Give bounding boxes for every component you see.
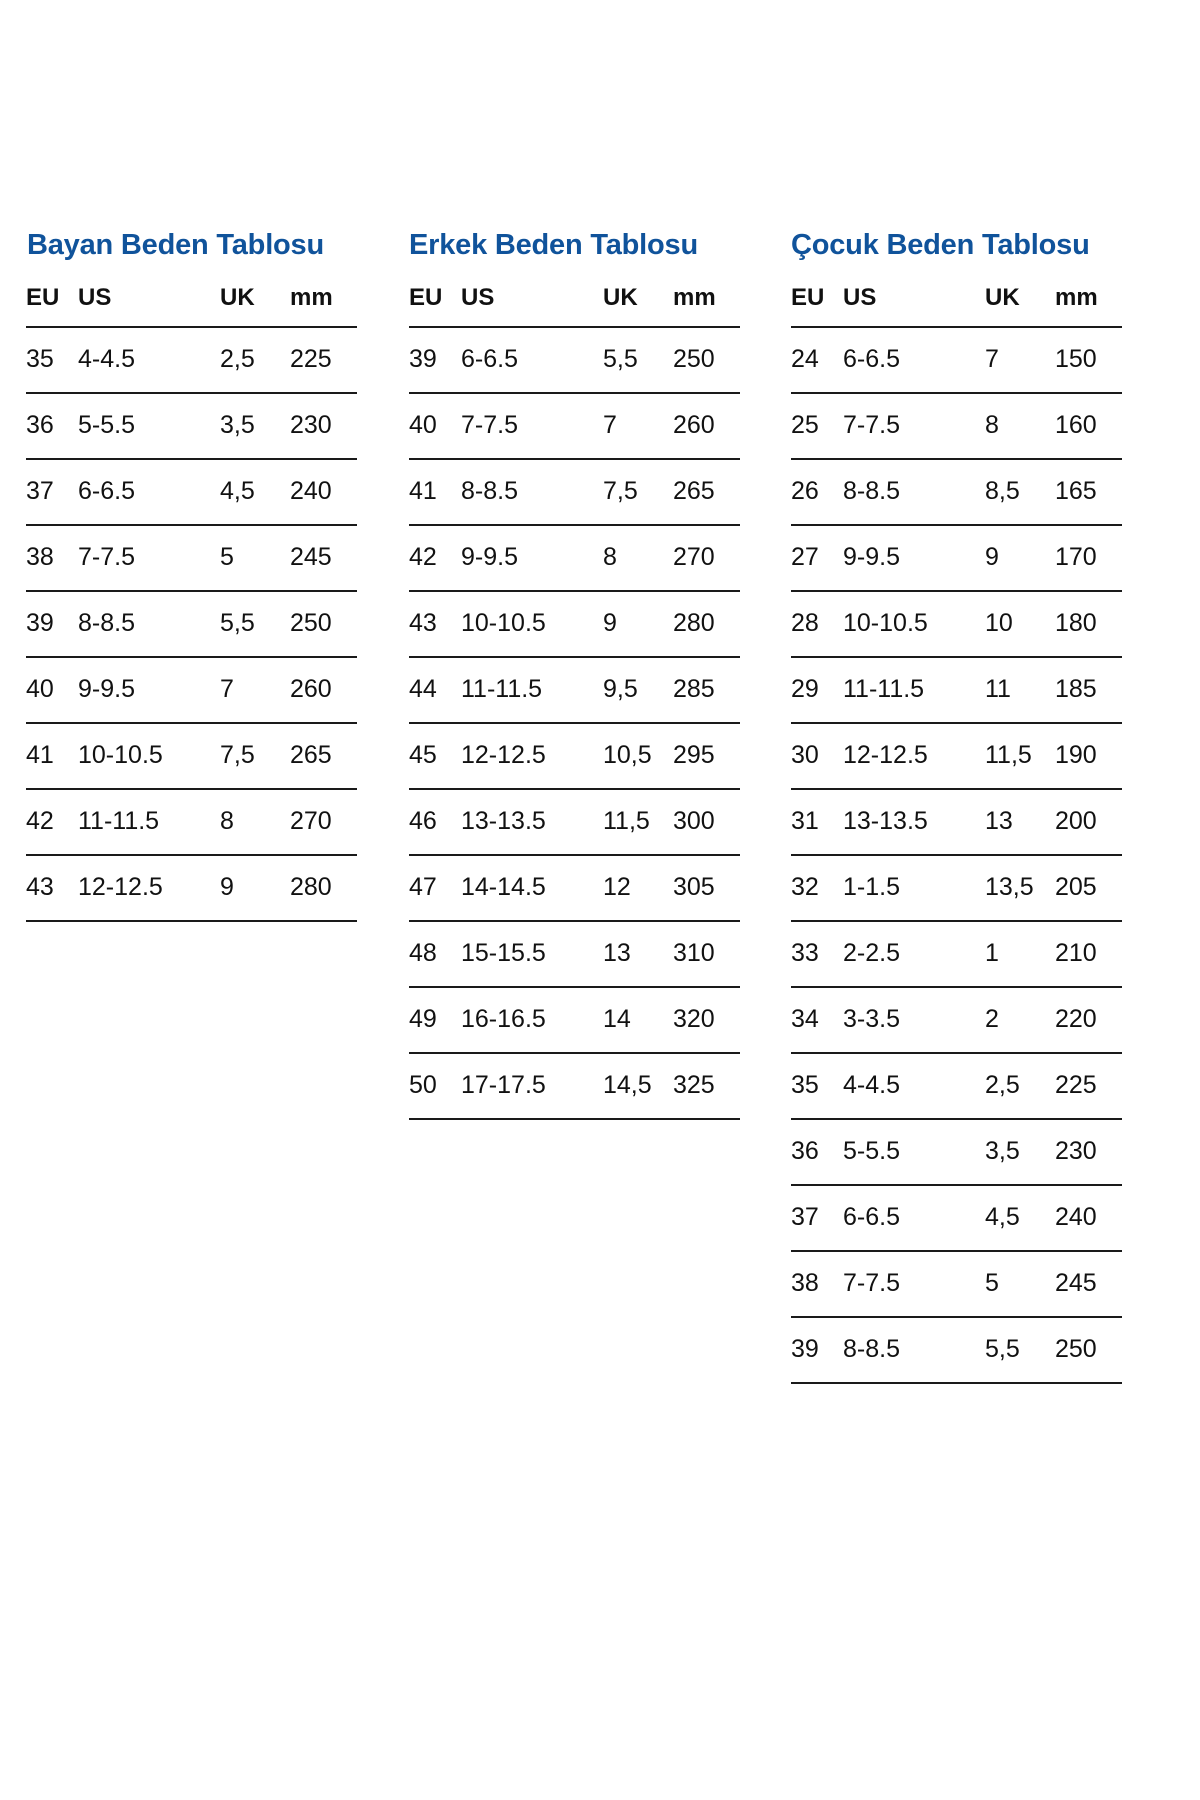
cell-uk: 14,5	[603, 1053, 673, 1119]
women-table-title: Bayan Beden Tablosu	[27, 229, 325, 261]
table-row	[26, 591, 357, 657]
cell-uk: 2,5	[985, 1053, 1055, 1119]
cell-eu: 28	[791, 591, 843, 657]
cell-eu: 32	[791, 855, 843, 921]
table-row	[26, 393, 357, 459]
cell-us: 4-4.5	[78, 327, 220, 393]
table-row	[26, 657, 357, 723]
cell-uk: 2	[985, 987, 1055, 1053]
cell-us: 12-12.5	[78, 855, 220, 921]
cell-mm: 310	[673, 921, 740, 987]
cell-mm: 325	[673, 1053, 740, 1119]
table-row	[409, 393, 740, 459]
table-header-row	[409, 276, 740, 327]
cell-us: 2-2.5	[843, 921, 985, 987]
table-row	[26, 723, 357, 789]
cell-us: 13-13.5	[843, 789, 985, 855]
cell-uk: 8	[220, 789, 290, 855]
cell-mm: 260	[673, 393, 740, 459]
cell-mm: 240	[290, 459, 357, 525]
cell-eu: 43	[26, 855, 78, 921]
cell-mm: 250	[673, 327, 740, 393]
cell-eu: 46	[409, 789, 461, 855]
table-row	[409, 525, 740, 591]
cell-uk: 4,5	[985, 1185, 1055, 1251]
cell-uk: 10	[985, 591, 1055, 657]
cell-uk: 5	[220, 525, 290, 591]
cell-us: 6-6.5	[461, 327, 603, 393]
cell-uk: 11,5	[603, 789, 673, 855]
table-row	[791, 1119, 1122, 1185]
kids-table-title: Çocuk Beden Tablosu	[791, 229, 1090, 261]
cell-uk: 3,5	[220, 393, 290, 459]
cell-us: 15-15.5	[461, 921, 603, 987]
cell-mm: 230	[1055, 1119, 1122, 1185]
cell-mm: 280	[673, 591, 740, 657]
cell-uk: 9,5	[603, 657, 673, 723]
cell-eu: 43	[409, 591, 461, 657]
cell-us: 8-8.5	[78, 591, 220, 657]
cell-eu: 35	[791, 1053, 843, 1119]
size-table-block-kids	[791, 230, 1171, 1384]
cell-uk: 1	[985, 921, 1055, 987]
column-header-uk: UK	[985, 276, 1055, 327]
cell-mm: 220	[1055, 987, 1122, 1053]
cell-us: 8-8.5	[461, 459, 603, 525]
cell-mm: 280	[290, 855, 357, 921]
table-row	[791, 1185, 1122, 1251]
table-row	[409, 789, 740, 855]
cell-us: 7-7.5	[843, 1251, 985, 1317]
table-row	[791, 393, 1122, 459]
cell-eu: 45	[409, 723, 461, 789]
cell-us: 12-12.5	[461, 723, 603, 789]
cell-eu: 39	[791, 1317, 843, 1383]
table-row	[791, 657, 1122, 723]
cell-mm: 190	[1055, 723, 1122, 789]
cell-mm: 165	[1055, 459, 1122, 525]
table-row	[409, 987, 740, 1053]
cell-uk: 13,5	[985, 855, 1055, 921]
cell-uk: 5,5	[985, 1317, 1055, 1383]
cell-uk: 7,5	[603, 459, 673, 525]
cell-us: 11-11.5	[78, 789, 220, 855]
cell-eu: 42	[409, 525, 461, 591]
cell-mm: 285	[673, 657, 740, 723]
cell-uk: 8	[603, 525, 673, 591]
cell-us: 12-12.5	[843, 723, 985, 789]
cell-uk: 7	[985, 327, 1055, 393]
cell-eu: 50	[409, 1053, 461, 1119]
cell-us: 6-6.5	[78, 459, 220, 525]
cell-mm: 240	[1055, 1185, 1122, 1251]
cell-mm: 265	[290, 723, 357, 789]
cell-eu: 48	[409, 921, 461, 987]
column-header-us: US	[843, 276, 985, 327]
cell-uk: 13	[985, 789, 1055, 855]
cell-mm: 260	[290, 657, 357, 723]
cell-us: 16-16.5	[461, 987, 603, 1053]
cell-us: 14-14.5	[461, 855, 603, 921]
cell-mm: 180	[1055, 591, 1122, 657]
table-row	[26, 789, 357, 855]
table-row	[409, 1053, 740, 1119]
cell-uk: 9	[985, 525, 1055, 591]
cell-us: 11-11.5	[843, 657, 985, 723]
cell-uk: 5,5	[603, 327, 673, 393]
cell-uk: 5	[985, 1251, 1055, 1317]
kids-size-table	[791, 276, 1122, 1384]
cell-us: 7-7.5	[843, 393, 985, 459]
table-row	[409, 921, 740, 987]
cell-eu: 40	[409, 393, 461, 459]
cell-eu: 41	[409, 459, 461, 525]
women-size-table	[26, 276, 357, 922]
cell-us: 9-9.5	[78, 657, 220, 723]
cell-mm: 225	[290, 327, 357, 393]
cell-mm: 250	[290, 591, 357, 657]
table-row	[409, 723, 740, 789]
cell-mm: 160	[1055, 393, 1122, 459]
cell-uk: 11,5	[985, 723, 1055, 789]
cell-uk: 12	[603, 855, 673, 921]
cell-us: 13-13.5	[461, 789, 603, 855]
cell-mm: 205	[1055, 855, 1122, 921]
size-tables-container	[0, 230, 1200, 1384]
cell-uk: 13	[603, 921, 673, 987]
table-row	[409, 855, 740, 921]
column-header-mm: mm	[290, 276, 357, 327]
cell-us: 7-7.5	[461, 393, 603, 459]
cell-mm: 305	[673, 855, 740, 921]
cell-eu: 38	[26, 525, 78, 591]
cell-eu: 41	[26, 723, 78, 789]
cell-us: 11-11.5	[461, 657, 603, 723]
cell-mm: 210	[1055, 921, 1122, 987]
cell-uk: 7	[220, 657, 290, 723]
cell-eu: 37	[791, 1185, 843, 1251]
cell-mm: 200	[1055, 789, 1122, 855]
cell-eu: 40	[26, 657, 78, 723]
cell-mm: 185	[1055, 657, 1122, 723]
cell-mm: 150	[1055, 327, 1122, 393]
table-row	[791, 1053, 1122, 1119]
table-row	[791, 723, 1122, 789]
cell-eu: 27	[791, 525, 843, 591]
table-row	[791, 459, 1122, 525]
table-row	[409, 657, 740, 723]
table-row	[409, 327, 740, 393]
cell-us: 1-1.5	[843, 855, 985, 921]
column-header-eu: EU	[26, 276, 78, 327]
cell-uk: 9	[220, 855, 290, 921]
cell-uk: 4,5	[220, 459, 290, 525]
column-header-mm: mm	[1055, 276, 1122, 327]
table-row	[26, 855, 357, 921]
table-row	[791, 855, 1122, 921]
cell-eu: 42	[26, 789, 78, 855]
table-row	[791, 327, 1122, 393]
men-size-table	[409, 276, 740, 1120]
cell-uk: 14	[603, 987, 673, 1053]
cell-mm: 230	[290, 393, 357, 459]
cell-uk: 2,5	[220, 327, 290, 393]
cell-eu: 29	[791, 657, 843, 723]
cell-eu: 25	[791, 393, 843, 459]
table-row	[409, 459, 740, 525]
table-row	[409, 591, 740, 657]
cell-eu: 34	[791, 987, 843, 1053]
cell-mm: 250	[1055, 1317, 1122, 1383]
cell-eu: 39	[26, 591, 78, 657]
cell-eu: 44	[409, 657, 461, 723]
table-row	[791, 987, 1122, 1053]
cell-uk: 10,5	[603, 723, 673, 789]
cell-eu: 36	[26, 393, 78, 459]
table-row	[791, 921, 1122, 987]
cell-eu: 26	[791, 459, 843, 525]
table-row	[26, 525, 357, 591]
cell-mm: 295	[673, 723, 740, 789]
cell-mm: 245	[1055, 1251, 1122, 1317]
column-header-us: US	[461, 276, 603, 327]
cell-us: 5-5.5	[843, 1119, 985, 1185]
cell-us: 7-7.5	[78, 525, 220, 591]
cell-us: 6-6.5	[843, 327, 985, 393]
table-header-row	[26, 276, 357, 327]
table-row	[791, 591, 1122, 657]
cell-uk: 8	[985, 393, 1055, 459]
cell-uk: 11	[985, 657, 1055, 723]
cell-uk: 7,5	[220, 723, 290, 789]
cell-us: 9-9.5	[843, 525, 985, 591]
cell-us: 8-8.5	[843, 459, 985, 525]
size-table-block-women	[26, 230, 409, 922]
cell-us: 4-4.5	[843, 1053, 985, 1119]
cell-eu: 33	[791, 921, 843, 987]
cell-eu: 39	[409, 327, 461, 393]
table-row	[26, 327, 357, 393]
cell-eu: 31	[791, 789, 843, 855]
cell-us: 5-5.5	[78, 393, 220, 459]
size-table-block-men	[409, 230, 791, 1120]
cell-uk: 5,5	[220, 591, 290, 657]
column-header-eu: EU	[409, 276, 461, 327]
cell-us: 8-8.5	[843, 1317, 985, 1383]
cell-us: 3-3.5	[843, 987, 985, 1053]
cell-us: 17-17.5	[461, 1053, 603, 1119]
cell-us: 9-9.5	[461, 525, 603, 591]
cell-us: 10-10.5	[843, 591, 985, 657]
cell-us: 10-10.5	[78, 723, 220, 789]
column-header-eu: EU	[791, 276, 843, 327]
cell-mm: 270	[673, 525, 740, 591]
table-row	[791, 525, 1122, 591]
cell-mm: 225	[1055, 1053, 1122, 1119]
cell-eu: 38	[791, 1251, 843, 1317]
cell-mm: 300	[673, 789, 740, 855]
column-header-uk: UK	[220, 276, 290, 327]
table-row	[791, 789, 1122, 855]
column-header-uk: UK	[603, 276, 673, 327]
cell-us: 10-10.5	[461, 591, 603, 657]
column-header-us: US	[78, 276, 220, 327]
cell-mm: 265	[673, 459, 740, 525]
cell-eu: 24	[791, 327, 843, 393]
cell-uk: 9	[603, 591, 673, 657]
cell-eu: 30	[791, 723, 843, 789]
cell-uk: 3,5	[985, 1119, 1055, 1185]
cell-mm: 170	[1055, 525, 1122, 591]
table-row	[791, 1251, 1122, 1317]
cell-mm: 270	[290, 789, 357, 855]
cell-uk: 8,5	[985, 459, 1055, 525]
cell-mm: 245	[290, 525, 357, 591]
cell-eu: 36	[791, 1119, 843, 1185]
cell-mm: 320	[673, 987, 740, 1053]
cell-eu: 49	[409, 987, 461, 1053]
cell-us: 6-6.5	[843, 1185, 985, 1251]
table-row	[791, 1317, 1122, 1383]
cell-eu: 37	[26, 459, 78, 525]
men-table-title: Erkek Beden Tablosu	[409, 229, 698, 261]
table-header-row	[791, 276, 1122, 327]
cell-uk: 7	[603, 393, 673, 459]
column-header-mm: mm	[673, 276, 740, 327]
table-row	[26, 459, 357, 525]
cell-eu: 35	[26, 327, 78, 393]
cell-eu: 47	[409, 855, 461, 921]
